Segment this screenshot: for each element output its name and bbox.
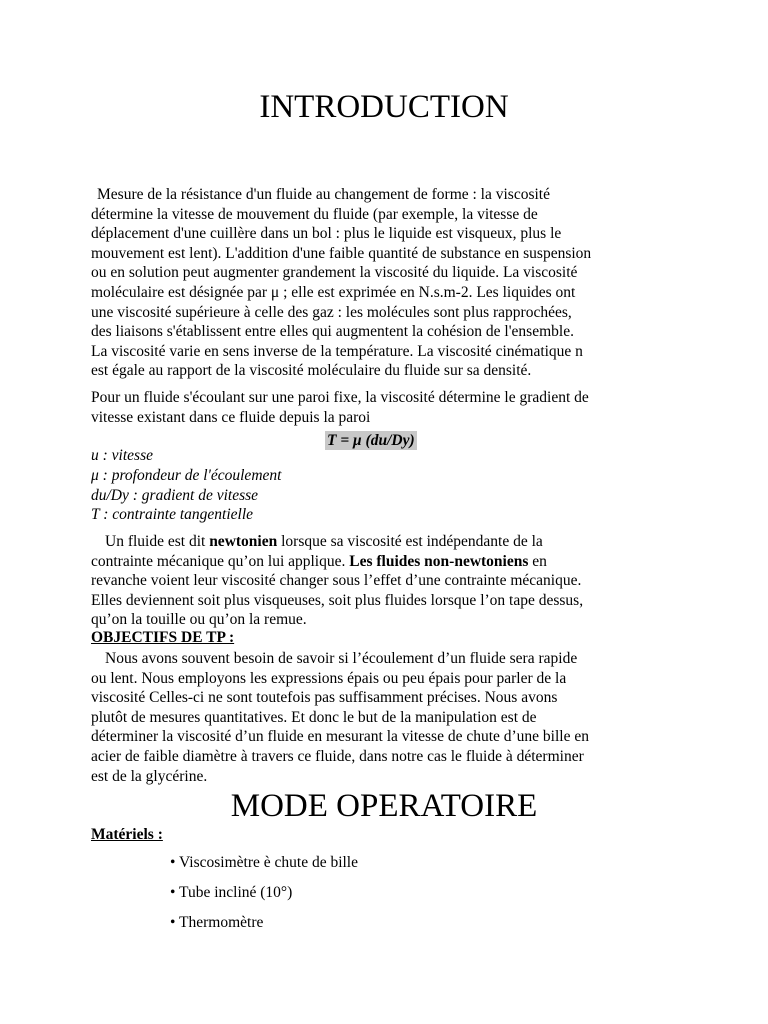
objectifs-line: viscosité Celles-ci ne sont toutefois pas suffisamment précises. Nous avons [91, 689, 558, 707]
materiel-item: • Thermomètre [170, 914, 264, 931]
mode-operatoire-title: MODE OPERATOIRE [230, 788, 538, 824]
viscosity-formula: T = μ (du/Dy) [327, 432, 415, 449]
definition-item: du/Dy : gradient de vitesse [91, 486, 259, 504]
intro-line: détermine la vitesse de mouvement du fluide (par exemple, la vitesse de [91, 205, 538, 223]
newtonien-term: newtonien [209, 533, 278, 550]
materiels-list [170, 853, 358, 943]
formula-definitions [91, 446, 281, 525]
materiels-heading: Matériels : [91, 826, 163, 843]
intro-line: une viscosité supérieure à celle des gaz : les molécules sont plus rapprochées, [91, 303, 572, 321]
definition-item: u : vitesse [91, 447, 153, 464]
newtonian-line: Un fluide est dit newtonien lorsque sa viscosité est indépendante de la [105, 533, 543, 550]
flow-line: Pour un fluide s'écoulant sur une paroi fixe, la viscosité détermine le gradient de [91, 389, 589, 406]
intro-line: La viscosité varie en sens inverse de la température. La viscosité cinématique n [91, 342, 583, 360]
objectifs-line: Nous avons souvent besoin de savoir si l’écoulement d’un fluide sera rapide [105, 650, 578, 667]
newtonian-line: contrainte mécanique qu’on lui applique. Les fluides non-newtoniens en [91, 552, 547, 570]
intro-paragraph [91, 185, 681, 381]
intro-line: déplacement d'une cuillère dans un bol : plus le liquide est visqueux, plus le [91, 225, 562, 243]
objectifs-line: acier de faible diamètre à travers ce fluide, dans notre cas le fluide à déterminer [91, 747, 584, 765]
objectifs-line: plutôt de mesures quantitatives. Et donc le but de la manipulation est de [91, 708, 537, 726]
intro-line: des liaisons s'établissent entre elles qui augmentent la cohésion de l'ensemble. [91, 323, 574, 341]
non-newtonian-term: Les fluides non-newtoniens [349, 552, 529, 570]
intro-line: ou en solution peut augmenter grandement la viscosité du liquide. La viscosité [91, 264, 578, 282]
materiel-item: • Tube incliné (10°) [170, 884, 293, 901]
intro-line: mouvement est lent). L'addition d'une faible quantité de substance en suspension [91, 244, 592, 262]
definition-item: μ : profondeur de l'écoulement [91, 466, 282, 484]
intro-line: moléculaire est désignée par μ ; elle est exprimée en N.s.m-2. Les liquides ont [91, 283, 576, 301]
page-title: INTRODUCTION [259, 89, 509, 125]
objectifs-line: est de la glycérine. [91, 767, 208, 785]
newtonian-line: revanche voient leur viscosité changer sous l’effet d’une contrainte mécanique. [91, 572, 582, 590]
newtonian-line: Elles deviennent soit plus visqueuses, soit plus fluides lorsque l’on tape dessus, [91, 591, 584, 609]
flow-line: vitesse existant dans ce fluide depuis la paroi [91, 408, 371, 426]
intro-line: Mesure de la résistance d'un fluide au changement de forme : la viscosité [97, 186, 550, 203]
newtonian-paragraph [91, 532, 681, 630]
objectifs-line: ou lent. Nous employons les expressions épais ou peu épais pour parler de la [91, 669, 567, 687]
flow-paragraph [91, 388, 681, 427]
objectifs-line: déterminer la viscosité d’un fluide en mesurant la vitesse de chute d’une bille en [91, 728, 589, 746]
intro-line: est égale au rapport de la viscosité moléculaire du fluide sur sa densité. [91, 362, 532, 380]
materiel-item: • Viscosimètre è chute de bille [170, 854, 358, 871]
newtonian-line: qu’on la touille ou qu’on la remue. [91, 611, 307, 629]
objectifs-heading: OBJECTIFS DE TP : [91, 629, 235, 646]
objectifs-paragraph [91, 649, 681, 786]
definition-item: T : contrainte tangentielle [91, 506, 254, 524]
